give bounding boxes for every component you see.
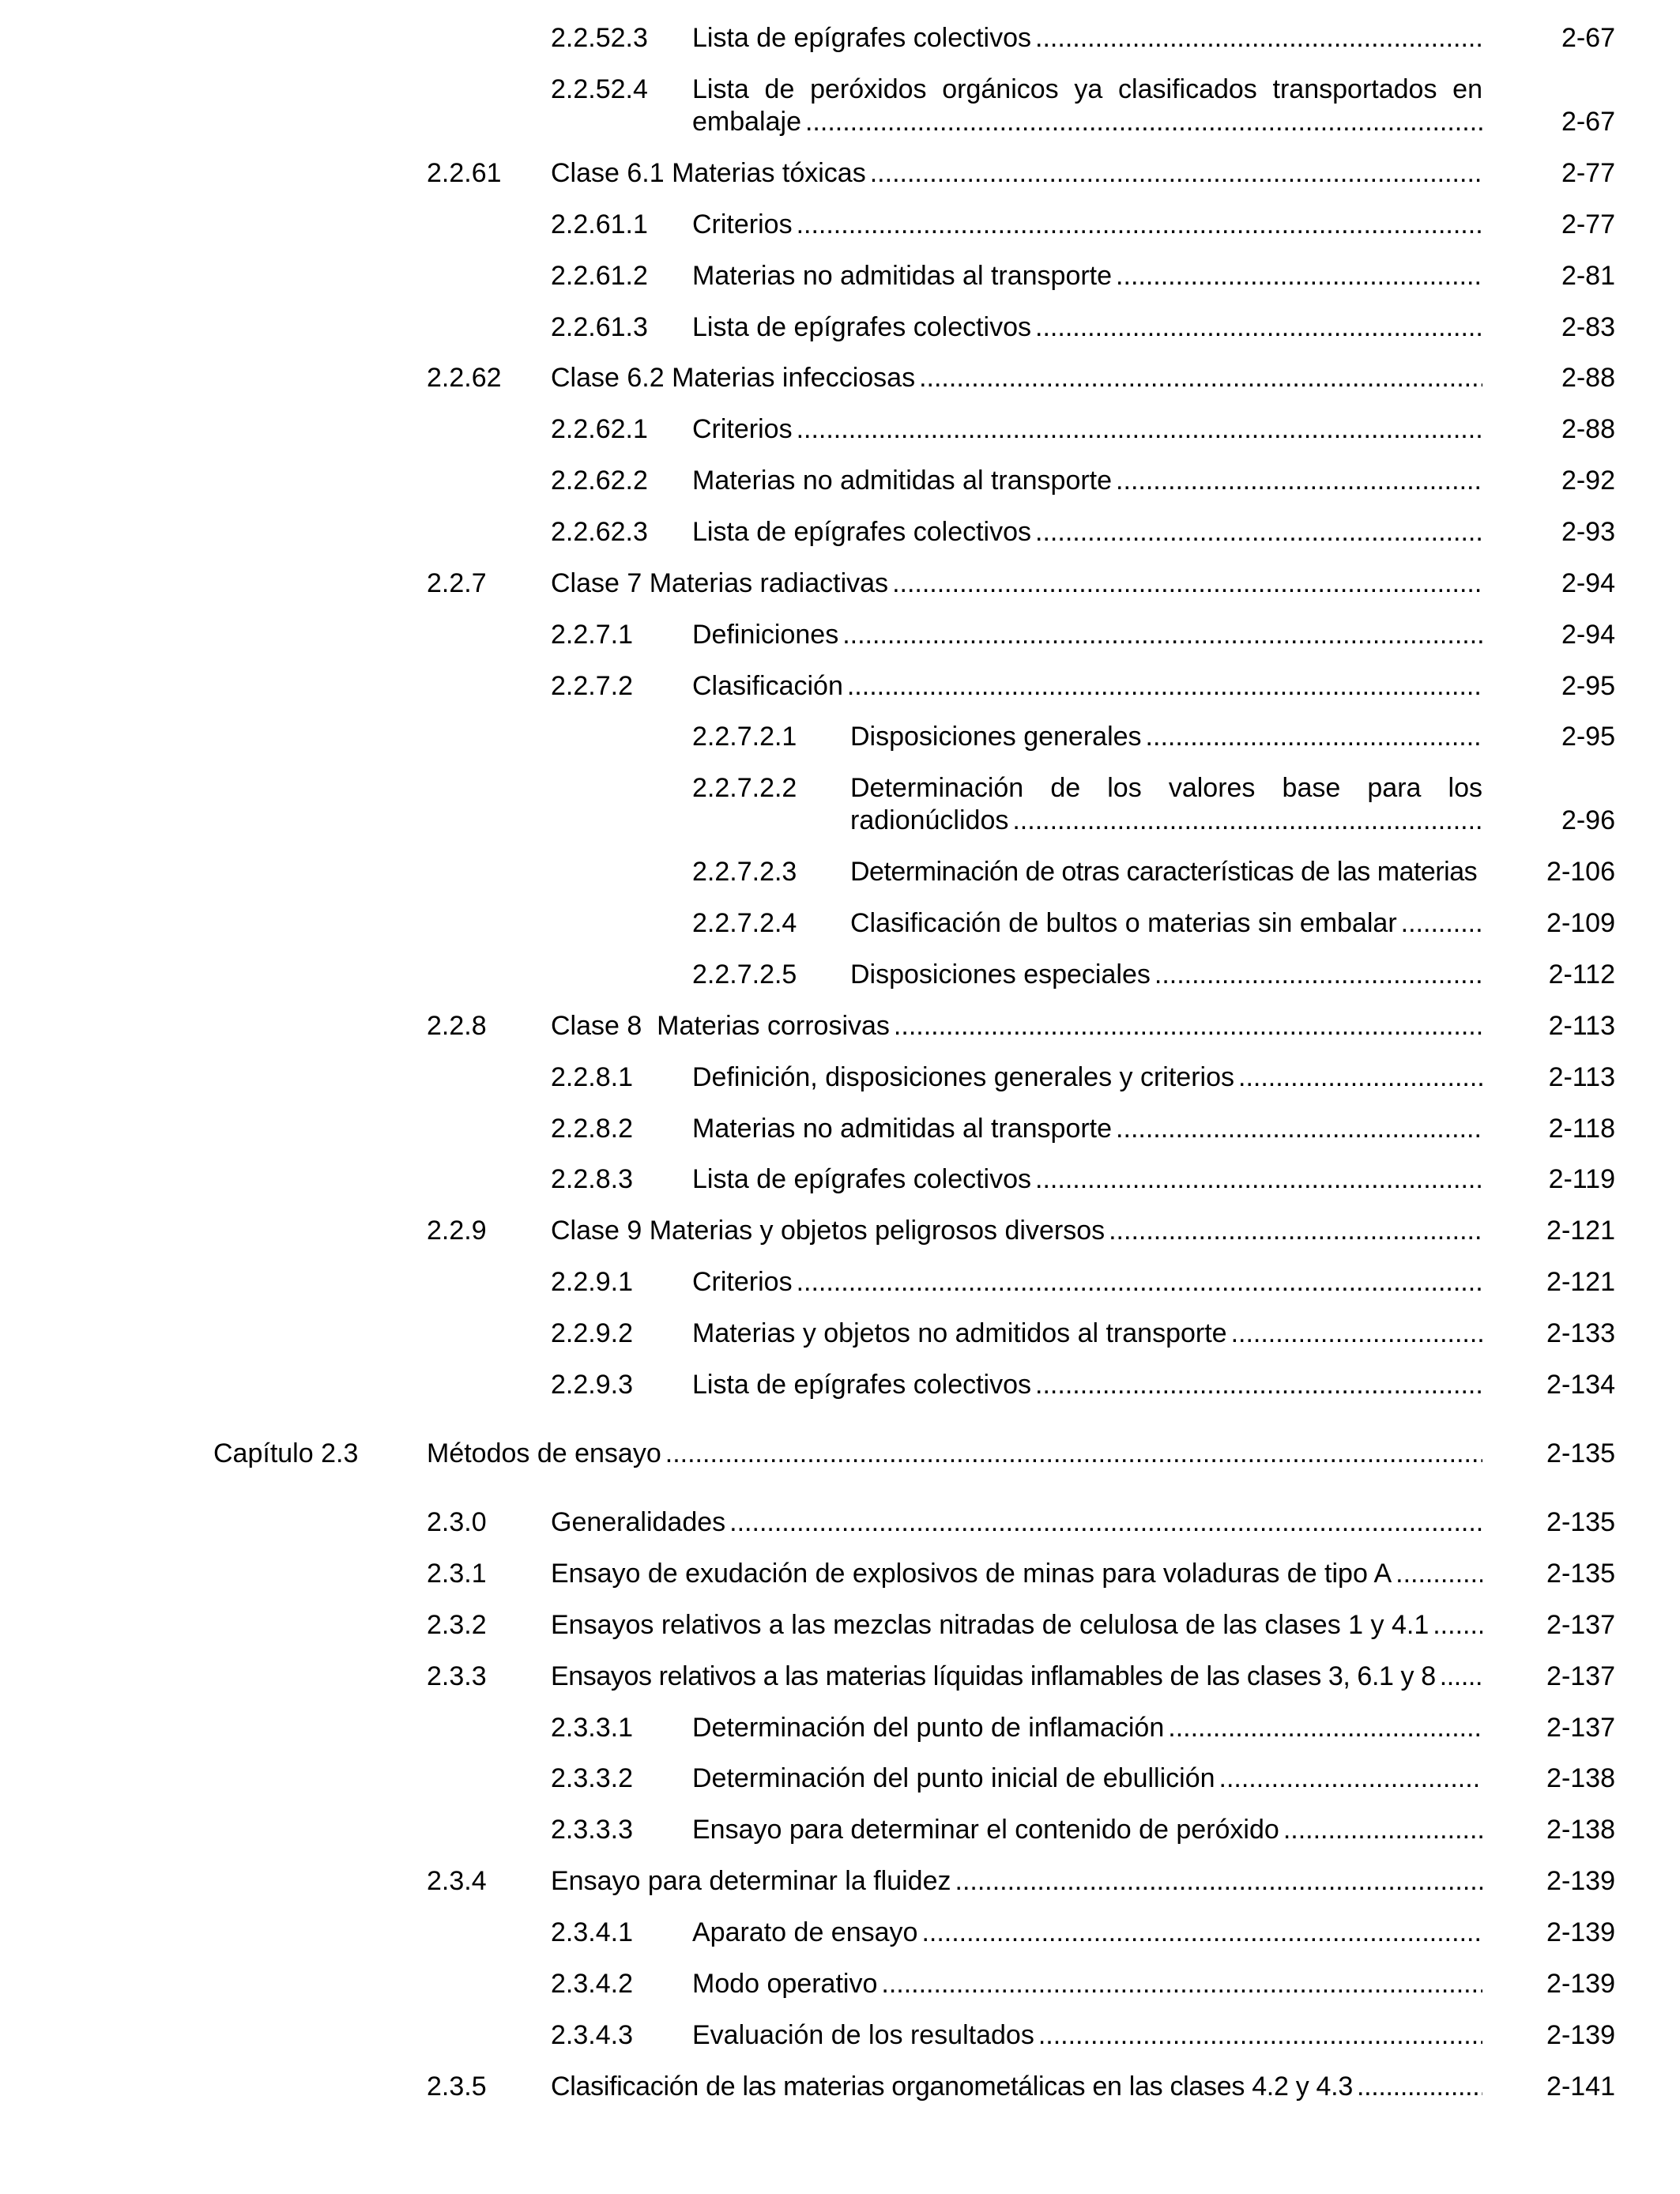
page-number: 2-138 [1546, 1763, 1615, 1793]
entry-title-text: Determinación del punto de inflamación [692, 1713, 1165, 1743]
page-number: 2-109 [1546, 908, 1615, 938]
entry-title [692, 1113, 1482, 1145]
section-number: 2.2.9.2 [551, 1318, 633, 1348]
dot-leader [1227, 1318, 1482, 1350]
page-number: 2-135 [1546, 1438, 1615, 1468]
dot-leader [1031, 1369, 1482, 1401]
page-number: 2-95 [1561, 722, 1615, 752]
entry-title-text: Lista de epígrafes colectivos [692, 312, 1032, 342]
dot-leader [1436, 1661, 1482, 1693]
page-number: 2-94 [1561, 568, 1615, 598]
page-number: 2-112 [1548, 959, 1615, 990]
page-number: 2-88 [1561, 414, 1615, 444]
section-number: 2.2.61.2 [551, 261, 648, 291]
dot-leader [1031, 516, 1482, 548]
section-number: 2.3.3.1 [551, 1713, 633, 1743]
entry-title-text: Ensayo para determinar el contenido de peróxido [692, 1815, 1279, 1845]
page-number: 2-134 [1546, 1370, 1615, 1400]
section-number: 2.2.8.1 [551, 1062, 633, 1092]
dot-leader [890, 1010, 1482, 1042]
dot-leader [866, 157, 1482, 190]
entry-title-text: Ensayos relativos a las mezclas nitradas de celulosa de las clases 1 y 4.1 [551, 1610, 1430, 1640]
entry-title [551, 1558, 1482, 1590]
entry-title [427, 1438, 1482, 1470]
page-number: 2-77 [1561, 158, 1615, 188]
entry-title-text: Aparato de ensayo [692, 1917, 918, 1947]
dot-leader [838, 619, 1482, 651]
dot-leader [877, 1968, 1482, 2000]
dot-leader [917, 1917, 1482, 1949]
entry-title [692, 1814, 1482, 1846]
entry-title [692, 670, 1482, 703]
page-number: 2-121 [1546, 1216, 1615, 1246]
page-number: 2-137 [1546, 1713, 1615, 1743]
dot-leader [725, 1506, 1482, 1539]
entry-title-text: radionúclidos [850, 805, 1009, 835]
dot-leader [1031, 311, 1482, 344]
dot-leader [951, 1865, 1483, 1898]
entry-title-text: Clase 8 Materias corrosivas [551, 1011, 890, 1041]
section-number: 2.3.1 [427, 1559, 487, 1589]
entry-title [692, 1266, 1482, 1299]
entry-title [692, 1917, 1482, 1949]
entry-title-text: Métodos de ensayo [427, 1438, 661, 1468]
dot-leader [1215, 1762, 1482, 1795]
section-number: 2.2.61.1 [551, 209, 648, 239]
dot-leader [1112, 260, 1482, 292]
section-number: 2.3.3.2 [551, 1763, 633, 1793]
entry-title [692, 1762, 1482, 1795]
section-number: 2.2.7.2 [551, 671, 633, 701]
page-number: 2-88 [1561, 363, 1615, 393]
entry-title [551, 1215, 1482, 1247]
entry-title [692, 2019, 1482, 2052]
entry-title [850, 772, 1482, 837]
entry-title [692, 311, 1482, 344]
entry-title-text: Modo operativo [692, 1969, 878, 1999]
entry-title-text: Disposiciones generales [850, 722, 1142, 752]
dot-leader [793, 209, 1482, 241]
page-number: 2-135 [1546, 1507, 1615, 1537]
entry-title [551, 1010, 1482, 1042]
entry-title-text: Determinación de otras características de las materias [850, 857, 1478, 887]
dot-leader [1353, 2071, 1482, 2103]
dot-leader [888, 567, 1482, 600]
page-number: 2-139 [1546, 1917, 1615, 1947]
dot-leader [1112, 465, 1482, 497]
entry-title [551, 1865, 1482, 1898]
entry-title-text: Materias no admitidas al transporte [692, 466, 1113, 496]
section-number: 2.2.52.3 [551, 23, 648, 53]
entry-title-text: Lista de epígrafes colectivos [692, 1164, 1032, 1194]
page-number: 2-67 [1561, 23, 1615, 53]
page-number: 2-139 [1546, 1866, 1615, 1896]
dot-leader [1034, 2019, 1482, 2052]
entry-title [551, 2071, 1482, 2103]
page-number: 2-95 [1561, 671, 1615, 701]
entry-title [692, 1318, 1482, 1350]
section-number: 2.2.9.3 [551, 1370, 633, 1400]
entry-title-text: Ensayo de exudación de explosivos de minas para voladuras de tipo A [551, 1559, 1392, 1589]
section-number: 2.2.8.3 [551, 1164, 633, 1194]
dot-leader [1008, 805, 1482, 837]
entry-title [692, 1712, 1482, 1744]
entry-title-text: Determinación del punto inicial de ebullición [692, 1763, 1215, 1793]
section-number: 2.2.62.2 [551, 466, 648, 496]
page-number: 2-67 [1561, 107, 1615, 137]
page-number: 2-113 [1548, 1062, 1615, 1092]
section-number: 2.3.5 [427, 2071, 487, 2102]
dot-leader [661, 1438, 1482, 1470]
entry-title-text: Clase 6.1 Materias tóxicas [551, 158, 866, 188]
entry-title-line1: Lista de peróxidos orgánicos ya clasificados transportados en [692, 74, 1482, 104]
entry-title [692, 1968, 1482, 2000]
entry-title-text: Materias no admitidas al transporte [692, 261, 1113, 291]
entry-title [551, 157, 1482, 190]
dot-leader [1112, 1113, 1482, 1145]
page-number: 2-77 [1561, 209, 1615, 239]
entry-title-text: Definición, disposiciones generales y criterios [692, 1062, 1234, 1092]
chapter-number: Capítulo 2.3 [213, 1438, 359, 1468]
section-number: 2.2.61.3 [551, 312, 648, 342]
section-number: 2.2.7.2.4 [692, 908, 797, 938]
entry-title-text: Definiciones [692, 620, 839, 650]
entry-title-text: Clase 9 Materias y objetos peligrosos diversos [551, 1216, 1106, 1246]
page-number: 2-94 [1561, 620, 1615, 650]
dot-leader [1234, 1061, 1482, 1094]
entry-title-line1: Determinación de los valores base para los [850, 773, 1482, 803]
dot-leader [1031, 1163, 1482, 1196]
entry-title-text: Criterios [692, 209, 793, 239]
entry-title-text: Clase 6.2 Materias infecciosas [551, 363, 916, 393]
entry-title [692, 209, 1482, 241]
entry-title-text: Criterios [692, 414, 793, 444]
page-number: 2-139 [1546, 1969, 1615, 1999]
entry-title [692, 74, 1482, 138]
dot-leader [915, 362, 1482, 394]
dot-leader [1429, 1609, 1482, 1642]
entry-title [850, 721, 1482, 753]
entry-title [692, 1163, 1482, 1196]
entry-title-text: Materias no admitidas al transporte [692, 1114, 1113, 1144]
dot-leader [1279, 1814, 1482, 1846]
page-number: 2-106 [1546, 857, 1615, 887]
entry-title [551, 1661, 1482, 1693]
page-number: 2-83 [1561, 312, 1615, 342]
page-number: 2-119 [1548, 1164, 1615, 1194]
entry-title [850, 959, 1482, 991]
entry-title [692, 22, 1482, 55]
toc-entry [0, 2071, 1680, 2134]
entry-title-text: Clasificación de las materias organometálicas en las clases 4.2 y 4.3 [551, 2071, 1353, 2102]
section-number: 2.2.62 [427, 363, 502, 393]
section-number: 2.2.7.2.3 [692, 857, 797, 887]
entry-title-text: Lista de epígrafes colectivos [692, 1370, 1032, 1400]
entry-title [692, 465, 1482, 497]
entry-title [692, 619, 1482, 651]
section-number: 2.2.7.2.1 [692, 722, 797, 752]
section-number: 2.2.52.4 [551, 74, 648, 104]
entry-title-text: Clasificación de bultos o materias sin embalar [850, 908, 1397, 938]
entry-title-text: Criterios [692, 1267, 793, 1297]
dot-leader [793, 1266, 1482, 1299]
toc-entry [0, 74, 1680, 137]
entry-title-text: embalaje [692, 107, 801, 137]
page-number: 2-92 [1561, 466, 1615, 496]
section-number: 2.2.62.1 [551, 414, 648, 444]
page-number: 2-118 [1548, 1114, 1615, 1144]
page-number: 2-135 [1546, 1559, 1615, 1589]
section-number: 2.2.8.2 [551, 1114, 633, 1144]
page-number: 2-93 [1561, 517, 1615, 547]
dot-leader [1397, 907, 1482, 940]
toc-entry [0, 772, 1680, 835]
section-number: 2.2.62.3 [551, 517, 648, 547]
dot-leader [843, 670, 1482, 703]
dot-leader [1105, 1215, 1482, 1247]
page-number: 2-121 [1546, 1267, 1615, 1297]
section-number: 2.2.9.1 [551, 1267, 633, 1297]
section-number: 2.3.4 [427, 1866, 487, 1896]
section-number: 2.2.9 [427, 1216, 487, 1246]
page-number: 2-139 [1546, 2020, 1615, 2050]
entry-title [692, 413, 1482, 446]
entry-title-text: Clase 7 Materias radiactivas [551, 568, 889, 598]
page-number: 2-113 [1548, 1011, 1615, 1041]
dot-leader [793, 413, 1482, 446]
dot-leader [1142, 721, 1482, 753]
entry-title [692, 516, 1482, 548]
page-number: 2-137 [1546, 1610, 1615, 1640]
section-number: 2.3.4.3 [551, 2020, 633, 2050]
page-number: 2-138 [1546, 1815, 1615, 1845]
entry-title-text: Evaluación de los resultados [692, 2020, 1034, 2050]
dot-leader [801, 106, 1482, 138]
entry-title [551, 362, 1482, 394]
page-number: 2-137 [1546, 1661, 1615, 1691]
page-number: 2-81 [1561, 261, 1615, 291]
entry-title [692, 1369, 1482, 1401]
entry-title-text: Disposiciones especiales [850, 959, 1151, 990]
section-number: 2.2.7.2.5 [692, 959, 797, 990]
dot-leader [1164, 1712, 1482, 1744]
entry-title [551, 1609, 1482, 1642]
section-number: 2.3.3 [427, 1661, 487, 1691]
toc-entry [0, 1369, 1680, 1432]
section-number: 2.2.7.1 [551, 620, 633, 650]
dot-leader [1031, 22, 1482, 55]
entry-title [551, 1506, 1482, 1539]
entry-title [692, 260, 1482, 292]
section-number: 2.2.7.2.2 [692, 773, 797, 803]
entry-title-text: Generalidades [551, 1507, 726, 1537]
entry-title [692, 1061, 1482, 1094]
entry-title-text: Lista de epígrafes colectivos [692, 23, 1032, 53]
entry-title-text: Materias y objetos no admitidos al transporte [692, 1318, 1227, 1348]
entry-title-text: Lista de epígrafes colectivos [692, 517, 1032, 547]
page-number: 2-141 [1546, 2071, 1615, 2102]
dot-leader [1151, 959, 1482, 991]
section-number: 2.3.2 [427, 1610, 487, 1640]
section-number: 2.2.8 [427, 1011, 487, 1041]
page-number: 2-133 [1546, 1318, 1615, 1348]
section-number: 2.3.3.3 [551, 1815, 633, 1845]
entry-title-text: Clasificación [692, 671, 843, 701]
dot-leader [1392, 1558, 1482, 1590]
section-number: 2.2.61 [427, 158, 502, 188]
entry-title-text: Ensayo para determinar la fluidez [551, 1866, 951, 1896]
section-number: 2.3.4.2 [551, 1969, 633, 1999]
entry-title [551, 567, 1482, 600]
entry-title [850, 907, 1482, 940]
section-number: 2.3.0 [427, 1507, 487, 1537]
entry-title-text: Ensayos relativos a las materias líquidas inflamables de las clases 3, 6.1 y 8 [551, 1661, 1436, 1691]
toc-entry-chapter [0, 1438, 1680, 1501]
section-number: 2.3.4.1 [551, 1917, 633, 1947]
page-number: 2-96 [1561, 805, 1615, 835]
section-number: 2.2.7 [427, 568, 487, 598]
entry-title [850, 856, 1482, 888]
